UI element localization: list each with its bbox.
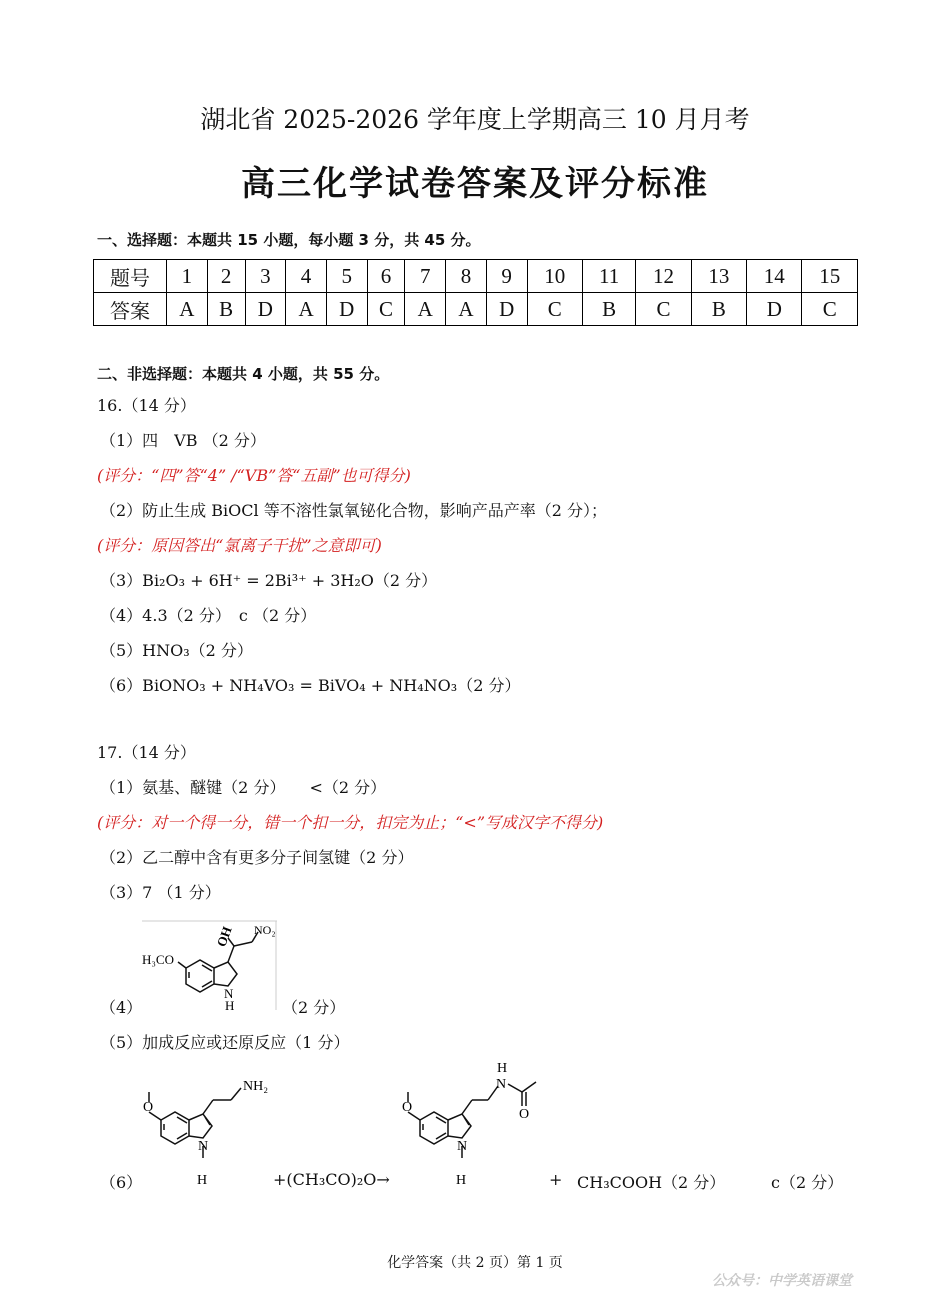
label-carbonyl-o: O — [519, 1107, 530, 1122]
table-row-numbers — [94, 260, 858, 293]
q17-line-1: （1）氨基、醚键（2 分） <（2 分） — [100, 778, 387, 797]
question-number-cell: 9 — [486, 260, 527, 293]
row-label-number: 题号 — [94, 260, 167, 293]
answer-cell: A — [286, 293, 327, 326]
answer-cell: C — [636, 293, 691, 326]
page-title: 高三化学试卷答案及评分标准 — [241, 164, 709, 204]
label-amine: NH₂ — [243, 1079, 269, 1094]
q17-line-6-extra: c（2 分） — [771, 1173, 844, 1192]
part1-heading: 一、选择题：本题共 15 小题，每小题 3 分，共 45 分。 — [97, 231, 481, 249]
answer-cell: A — [446, 293, 487, 326]
q17-line-5: （5）加成反应或还原反应（1 分） — [100, 1033, 350, 1052]
label-hydroxyl: OH — [213, 924, 235, 949]
answer-cell: C — [802, 293, 858, 326]
answer-cell: C — [367, 293, 405, 326]
molecule-q6-product — [388, 1058, 558, 1188]
question-number-cell: 15 — [802, 260, 858, 293]
question-number-cell: 5 — [326, 260, 367, 293]
question-number-cell: 13 — [691, 260, 746, 293]
question-number-cell: 3 — [245, 260, 286, 293]
row-label-answer: 答案 — [94, 293, 167, 326]
question-number-cell: 4 — [286, 260, 327, 293]
part2-heading: 二、非选择题：本题共 4 小题，共 55 分。 — [97, 365, 390, 383]
question-number-cell: 11 — [582, 260, 635, 293]
label-indole-n: N — [224, 986, 234, 1001]
label-indole-h: H — [456, 1173, 467, 1188]
question-number-cell: 7 — [405, 260, 446, 293]
q17-line-6-plus: + — [549, 1170, 563, 1189]
q17-line-4-score: （2 分） — [282, 998, 346, 1017]
molecule-q6-reactant — [135, 1072, 275, 1188]
question-number-cell: 8 — [446, 260, 487, 293]
q17-line-4-prefix: （4） — [100, 998, 143, 1017]
q16-line-4: （4）4.3（2 分） c （2 分） — [100, 606, 317, 625]
label-amide-h: H — [497, 1061, 508, 1076]
watermark: 公众号：中学英语课堂 — [712, 1273, 852, 1289]
label-indole-n: N — [198, 1139, 209, 1154]
question-number-cell: 10 — [527, 260, 582, 293]
answer-cell: D — [486, 293, 527, 326]
q16-note-1: (评分：“四”答“4” /“VB”答“五副”也可得分) — [97, 466, 411, 485]
q16-line-1: （1）四 VB （2 分） — [100, 431, 266, 450]
answer-cell: A — [167, 293, 208, 326]
q16-line-5: （5）HNO₃（2 分） — [100, 641, 253, 660]
label-amide-n: N — [496, 1077, 507, 1092]
q17-title: 17.（14 分） — [97, 743, 196, 762]
q16-line-2: （2）防止生成 BiOCl 等不溶性氯氧铋化合物，影响产品产率（2 分）； — [100, 501, 607, 520]
q16-line-6: （6）BiONO₃ + NH₄VO₃ = BiVO₄ + NH₄NO₃（2 分） — [100, 676, 521, 695]
label-indole-n: N — [457, 1139, 468, 1154]
answer-cell: A — [405, 293, 446, 326]
q17-line-6-prefix: （6） — [100, 1173, 143, 1192]
question-number-cell: 6 — [367, 260, 405, 293]
label-indole-h: H — [225, 998, 235, 1013]
exam-subtitle: 湖北省 2025-2026 学年度上学期高三 10 月月考 — [200, 105, 750, 134]
q17-line-6-product: CH₃COOH（2 分） — [577, 1173, 726, 1192]
answer-cell: D — [326, 293, 367, 326]
q16-note-2: (评分：原因答出“氯离子干扰”之意即可) — [97, 536, 382, 555]
q17-line-6-reagent: +(CH₃CO)₂O→ — [273, 1170, 390, 1189]
label-ether-o: O — [143, 1100, 154, 1115]
question-number-cell: 14 — [747, 260, 802, 293]
q17-line-2: （2）乙二醇中含有更多分子间氢键（2 分） — [100, 848, 414, 867]
q17-line-3: （3）7 （1 分） — [100, 883, 221, 902]
question-number-cell: 2 — [207, 260, 245, 293]
answer-cell: C — [527, 293, 582, 326]
label-methoxy: H₃CO — [142, 952, 174, 967]
answer-cell: B — [691, 293, 746, 326]
label-ether-o: O — [402, 1100, 413, 1115]
q17-note-1: (评分：对一个得一分，错一个扣一分，扣完为止；“<”写成汉字不得分) — [97, 813, 604, 832]
answer-cell: B — [582, 293, 635, 326]
molecule-q4 — [142, 920, 277, 1014]
question-number-cell: 1 — [167, 260, 208, 293]
answer-cell: D — [245, 293, 286, 326]
answer-table — [93, 259, 858, 326]
table-row-answers — [94, 293, 858, 326]
answer-cell: B — [207, 293, 245, 326]
label-indole-h: H — [197, 1173, 208, 1188]
label-nitro: NO₂ — [254, 923, 276, 937]
question-number-cell: 12 — [636, 260, 691, 293]
q16-title: 16.（14 分） — [97, 396, 196, 415]
answer-cell: D — [747, 293, 802, 326]
page-footer: 化学答案（共 2 页）第 1 页 — [387, 1255, 563, 1271]
q16-line-3: （3）Bi₂O₃ + 6H⁺ = 2Bi³⁺ + 3H₂O（2 分） — [100, 571, 438, 590]
